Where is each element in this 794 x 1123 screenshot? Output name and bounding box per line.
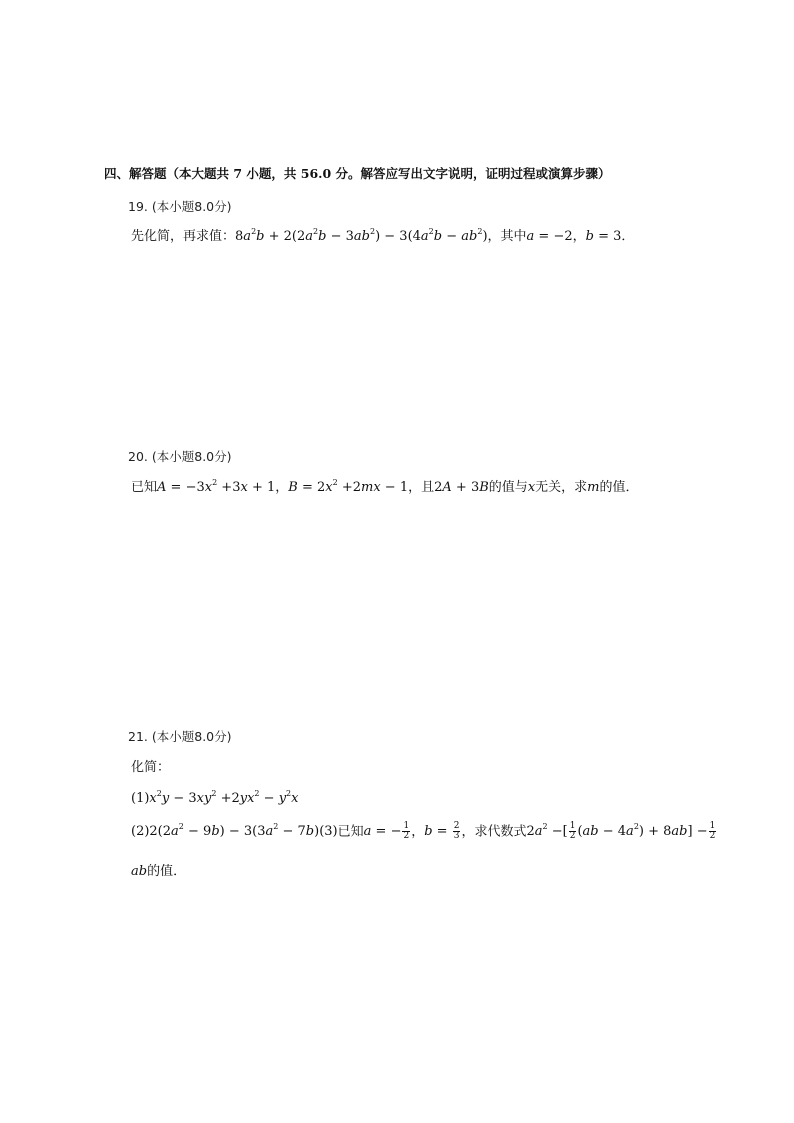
question-number: 20. xyxy=(128,449,148,464)
question-21-part2-end: ab的值． xyxy=(131,864,187,879)
question-21-intro: 化简： xyxy=(131,760,171,775)
section-heading: 四、解答题（本大题共 7 小题，共 56.0 分。解答应写出文字说明，证明过程或演算步骤） xyxy=(104,166,611,181)
question-20-body: 已知$A = -3x^2 +3x + 1$，$B = 2x^2 +2mx - 1$，且2A + 3B的值与x无关，求m的值． xyxy=(131,478,639,495)
question-20-header xyxy=(128,451,232,464)
question-19-body: 先化简，再求值：$8a^2b + 2(2a^2b - 3ab^2) - 3(4a^2b - ab^2)$，其中a = −2，b = 3． xyxy=(131,227,635,244)
question-21-header xyxy=(128,731,232,744)
question-19-header xyxy=(128,201,232,214)
question-score: (本小题8.0分) xyxy=(151,729,232,744)
question-prompt: 已知 xyxy=(131,480,158,495)
math-expression: $8a^2b + 2(2a^2b - 3ab^2) - 3(4a^2b - ab^2)$ xyxy=(235,227,488,244)
question-score: (本小题8.0分) xyxy=(151,199,232,214)
question-21-part1: $(1)x^2y - 3xy^2 +2yx^2 - y^2x$ xyxy=(131,789,299,806)
math-expression: $A = -3x^2 +3x + 1$ xyxy=(157,478,276,495)
question-number: 19. xyxy=(128,199,148,214)
question-21-part2: $(2)2(2a^2 - 9b) - 3(3a^2 - 7b)(3)$已知a = − $\frac{1}{2}$ ，b = $\frac{2}{3}$ ，求代数式$2a^2$ −[ $\frac{1}{2}$ $(ab - 4a^2) + 8ab$] − $\frac{1}{2}$ xyxy=(131,821,716,842)
question-prompt: 先化简，再求值： xyxy=(131,229,236,244)
question-score: (本小题8.0分) xyxy=(151,449,232,464)
question-number: 21. xyxy=(128,729,148,744)
